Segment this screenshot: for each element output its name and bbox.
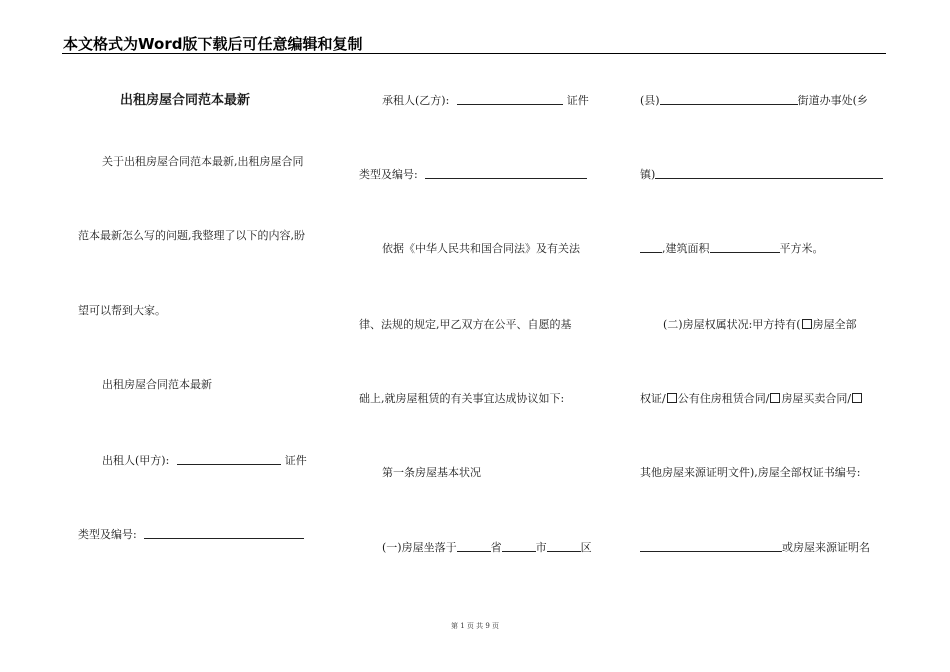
lessee-suffix: 证件 bbox=[566, 94, 589, 107]
lessor-suffix: 证件 bbox=[284, 454, 307, 467]
page-header-title: 本文格式为Word版下载后可任意编辑和复制 bbox=[63, 35, 363, 53]
intro-line-3: 望可以帮到大家。 bbox=[78, 304, 166, 317]
district-label: 区 bbox=[580, 541, 592, 554]
lessee-label: 承租人(乙方): bbox=[382, 94, 450, 107]
page-number: 第 1 页 共 9 页 bbox=[450, 622, 500, 630]
intro-line-1: 关于出租房屋合同范本最新,出租房屋合同 bbox=[102, 155, 304, 168]
checkbox-icon bbox=[852, 393, 862, 403]
basis-line-3: 础上,就房屋租赁的有关事宜达成协议如下: bbox=[359, 392, 565, 405]
other-docs-line: 其他房屋来源证明文件),房屋全部权证书编号: bbox=[640, 466, 861, 479]
lessor-id-blank bbox=[144, 528, 304, 539]
lessee-line bbox=[382, 94, 589, 108]
lessee-id-line bbox=[359, 168, 587, 182]
district-blank bbox=[547, 541, 581, 552]
ownership-label: (二)房屋权属状况:甲方持有( bbox=[663, 318, 801, 331]
checkbox-icon bbox=[802, 319, 812, 329]
subdistrict-label: 街道办事处(乡 bbox=[797, 94, 868, 107]
lessor-type-label: 类型及编号: bbox=[78, 528, 137, 541]
certificate-line bbox=[640, 541, 870, 555]
town-label: 镇) bbox=[640, 168, 656, 181]
province-blank bbox=[457, 541, 491, 552]
basis-line-1: 依据《中华人民共和国合同法》及有关法 bbox=[382, 242, 580, 255]
area-label: ,建筑面积 bbox=[662, 242, 710, 255]
area-line bbox=[640, 242, 824, 256]
lessee-id-blank bbox=[425, 168, 587, 179]
lessor-blank bbox=[177, 454, 281, 465]
section-subtitle: 出租房屋合同范本最新 bbox=[102, 378, 212, 391]
rights-option-1: 权证/ bbox=[640, 392, 666, 405]
province-label: 省 bbox=[490, 541, 502, 554]
location-label: (一)房屋坐落于 bbox=[382, 541, 457, 554]
certificate-blank bbox=[640, 541, 782, 552]
area-unit: 平方米。 bbox=[779, 242, 824, 255]
lessee-type-label: 类型及编号: bbox=[359, 168, 418, 181]
county-blank bbox=[660, 94, 798, 105]
ownership-option-1: 房屋全部 bbox=[812, 318, 857, 331]
intro-line-2: 范本最新怎么写的问题,我整理了以下的内容,盼 bbox=[78, 229, 305, 242]
source-label: 或房屋来源证明名 bbox=[782, 541, 870, 554]
county-label: (县) bbox=[640, 94, 660, 107]
lessor-id-line bbox=[78, 528, 304, 542]
town-blank bbox=[655, 168, 883, 179]
area-blank bbox=[710, 242, 780, 253]
header-rule bbox=[62, 53, 886, 54]
city-blank bbox=[502, 541, 536, 552]
document-title: 出租房屋合同范本最新 bbox=[120, 93, 251, 108]
basis-line-2: 律、法规的规定,甲乙双方在公平、自愿的基 bbox=[359, 318, 572, 331]
rights-line bbox=[640, 392, 863, 406]
lessor-label: 出租人(甲方): bbox=[102, 454, 170, 467]
town-line bbox=[640, 168, 883, 182]
city-label: 市 bbox=[535, 541, 547, 554]
location-line bbox=[382, 541, 592, 555]
county-line bbox=[640, 94, 868, 108]
article-1-heading: 第一条房屋基本状况 bbox=[382, 466, 481, 479]
checkbox-icon bbox=[667, 393, 677, 403]
lessor-line bbox=[102, 454, 307, 468]
rights-option-2: 公有住房租赁合同/ bbox=[677, 392, 770, 405]
address-blank bbox=[640, 242, 662, 253]
rights-option-3: 房屋买卖合同/ bbox=[781, 392, 852, 405]
checkbox-icon bbox=[770, 393, 780, 403]
lessee-blank bbox=[457, 94, 563, 105]
ownership-line bbox=[663, 318, 857, 332]
